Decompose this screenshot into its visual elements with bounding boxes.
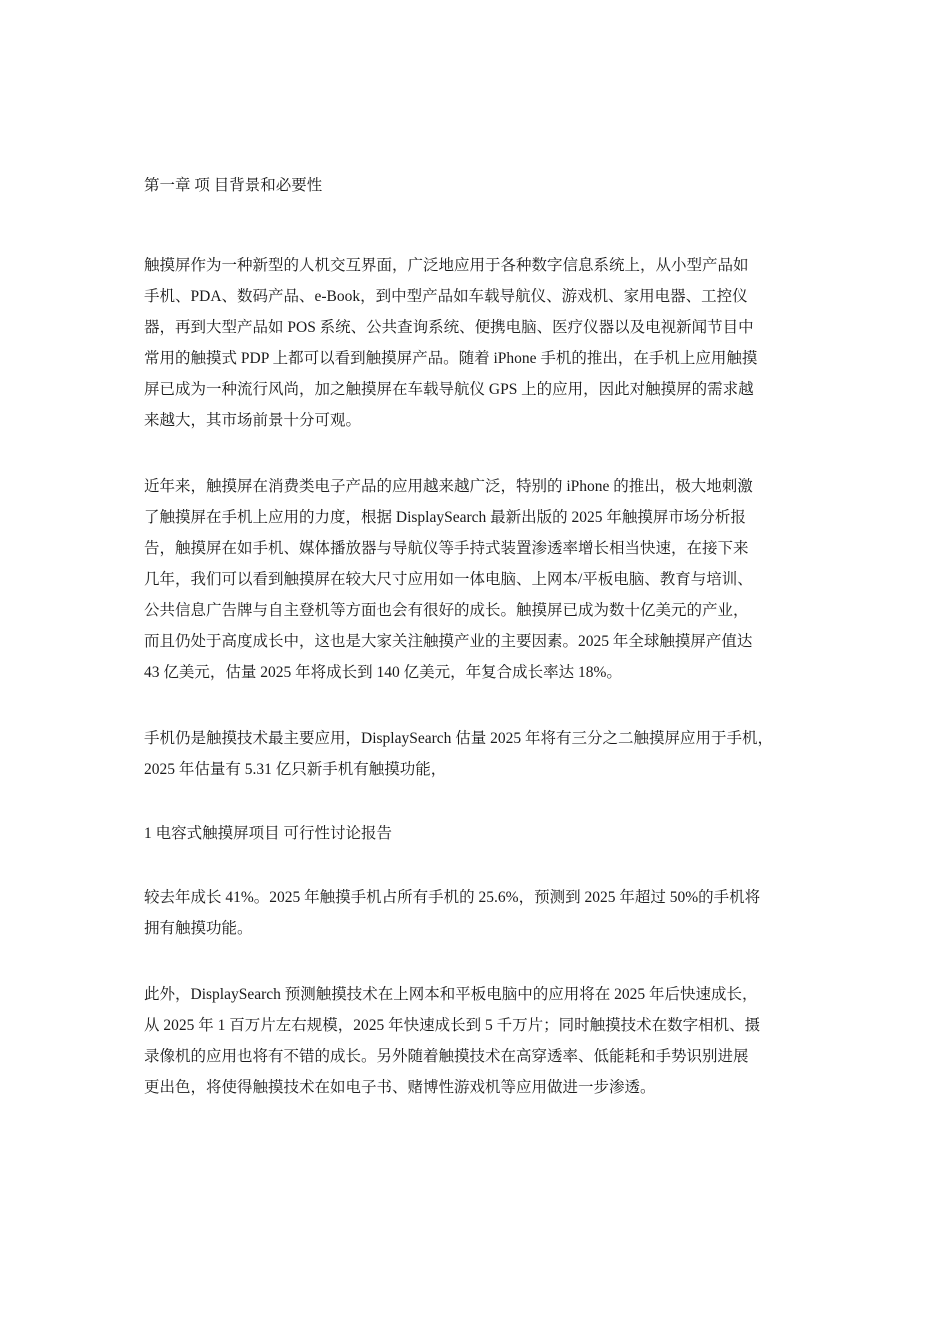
paragraph-line: 常用的触摸式 PDP 上都可以看到触摸屏产品。随着 iPhone 手机的推出，在手机上应用触摸 bbox=[144, 350, 758, 367]
paragraph-line: 较去年成长 41%。2025 年触摸手机占所有手机的 25.6%，预测到 2025 年超过 50%的手机将 bbox=[144, 889, 761, 906]
paragraph-line: 从 2025 年 1 百万片左右规模，2025 年快速成长到 5 千万片；同时触摸技术在数字相机、摄 bbox=[144, 1017, 761, 1034]
paragraph-line: 手机仍是触摸技术最主要应用，DisplaySearch 估量 2025 年将有三分之二触摸屏应用于手机， bbox=[144, 730, 774, 747]
paragraph-growth bbox=[144, 882, 812, 944]
paragraph-line: 更出色，将使得触摸技术在如电子书、赌博性游戏机等应用做进一步渗透。 bbox=[144, 1079, 656, 1096]
paragraph-line: 而且仍处于高度成长中，这也是大家关注触摸产业的主要因素。2025 年全球触摸屏产值达 bbox=[144, 633, 753, 650]
chapter-heading: 第一章 项 目背景和必要性 bbox=[144, 177, 323, 194]
paragraph-line: 屏已成为一种流行风尚，加之触摸屏在车载导航仪 GPS 上的应用，因此对触摸屏的需求越 bbox=[144, 381, 754, 398]
section-heading: 1 电容式触摸屏项目 可行性讨论报告 bbox=[144, 825, 393, 842]
document-body bbox=[144, 172, 812, 1138]
paragraph-mobile bbox=[144, 723, 812, 785]
paragraph-line: 几年，我们可以看到触摸屏在较大尺寸应用如一体电脑、上网本/平板电脑、教育与培训、 bbox=[144, 571, 753, 588]
paragraph-line: 近年来，触摸屏在消费类电子产品的应用越来越广泛，特别的 iPhone 的推出，极大地刺激 bbox=[144, 478, 753, 495]
paragraph-line: 触摸屏作为一种新型的人机交互界面，广泛地应用于各种数字信息系统上，从小型产品如 bbox=[144, 257, 749, 274]
paragraph-line: 43 亿美元，估量 2025 年将成长到 140 亿美元，年复合成长率达 18%。 bbox=[144, 664, 622, 681]
paragraph-line: 器，再到大型产品如 POS 系统、公共查询系统、便携电脑、医疗仪器以及电视新闻节目中 bbox=[144, 319, 754, 336]
paragraph-intro bbox=[144, 250, 812, 436]
paragraph-line: 此外，DisplaySearch 预测触摸技术在上网本和平板电脑中的应用将在 2025 年后快速成长， bbox=[144, 986, 758, 1003]
paragraph-line: 拥有触摸功能。 bbox=[144, 920, 253, 937]
paragraph-line: 了触摸屏在手机上应用的力度，根据 DisplaySearch 最新出版的 2025 年触摸屏市场分析报 bbox=[144, 509, 746, 526]
paragraph-market bbox=[144, 471, 812, 688]
paragraph-line: 来越大，其市场前景十分可观。 bbox=[144, 412, 362, 429]
paragraph-line: 手机、PDA、数码产品、e-Book，到中型产品如车载导航仪、游戏机、家用电器、工控仪 bbox=[144, 288, 748, 305]
paragraph-line: 2025 年估量有 5.31 亿只新手机有触摸功能， bbox=[144, 761, 447, 778]
paragraph-line: 告，触摸屏在如手机、媒体播放器与导航仪等手持式装置渗透率增长相当快速，在接下来 bbox=[144, 540, 749, 557]
paragraph-forecast bbox=[144, 979, 812, 1103]
paragraph-line: 公共信息广告牌与自主登机等方面也会有很好的成长。触摸屏已成为数十亿美元的产业， bbox=[144, 602, 749, 619]
paragraph-line: 录像机的应用也将有不错的成长。另外随着触摸技术在高穿透率、低能耗和手势识别进展 bbox=[144, 1048, 749, 1065]
